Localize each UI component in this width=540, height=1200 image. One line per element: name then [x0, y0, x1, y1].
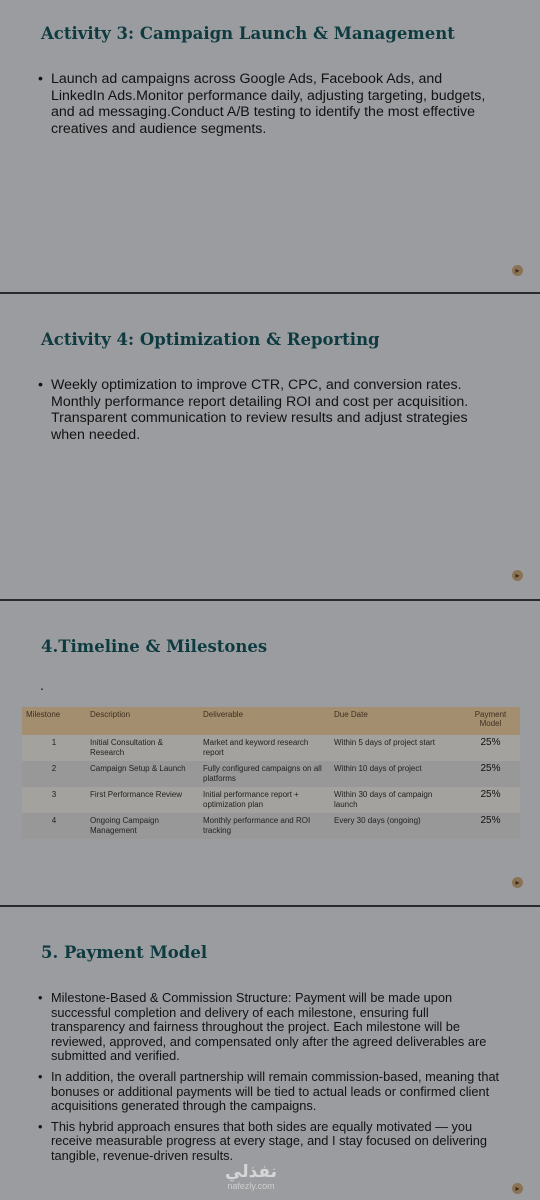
slide-title: 4.Timeline & Milestones [41, 637, 268, 656]
bullet-dot: • [38, 71, 43, 87]
bullet-text: Weekly optimization to improve CTR, CPC, and conversion rates. Monthly performance report detailing ROI and cost per acquisition. Transparent communication to review results and adjust strategies when needed. [51, 377, 469, 443]
cell-payment: 25% [461, 787, 520, 813]
bullet-item [38, 1120, 500, 1164]
slide-title: Activity 3: Campaign Launch & Management [41, 24, 455, 43]
play-circle-icon[interactable]: ▸ [512, 265, 523, 276]
play-circle-icon[interactable]: ▸ [512, 570, 523, 581]
cell-deliverable: Monthly performance and ROI tracking [199, 813, 330, 839]
bullet-dot: • [38, 1118, 43, 1134]
bullet-dot: • [38, 1068, 43, 1084]
cell-due-date: Within 30 days of campaign launch [330, 787, 461, 813]
cell-milestone: 2 [22, 761, 86, 787]
cell-payment: 25% [461, 761, 520, 787]
bullet-list [38, 991, 500, 1170]
table-row [22, 761, 520, 787]
slide-title: 5. Payment Model [41, 943, 208, 962]
watermark-logo [225, 1163, 277, 1191]
header-description: Description [86, 707, 199, 735]
header-deliverable: Deliverable [199, 707, 330, 735]
table-row [22, 735, 520, 761]
slide-title: Activity 4: Optimization & Reporting [41, 330, 380, 349]
play-circle-icon[interactable]: ▸ [512, 877, 523, 888]
cell-payment: 25% [461, 813, 520, 839]
cell-description: Ongoing Campaign Management [86, 813, 199, 839]
cell-milestone: 4 [22, 813, 86, 839]
bullet-text: Launch ad campaigns across Google Ads, Facebook Ads, and LinkedIn Ads.Monitor performance daily, adjusting targeting, budgets, and ad messaging.Conduct A/B testing to identify the most effective creatives and audience segments. [51, 71, 486, 137]
table-row [22, 787, 520, 813]
header-milestone: Milestone [22, 707, 86, 735]
cell-description: Campaign Setup & Launch [86, 761, 199, 787]
bullet-item [38, 1070, 500, 1114]
header-payment-model: Payment Model [461, 707, 520, 735]
watermark-arabic: نفذلي [225, 1162, 278, 1182]
bullet-item [38, 991, 500, 1064]
cell-deliverable: Market and keyword research report [199, 735, 330, 761]
stray-bullet: . [40, 677, 44, 693]
header-due-date: Due Date [330, 707, 461, 735]
bullet-dot: • [38, 377, 43, 393]
table-row [22, 813, 520, 839]
cell-deliverable: Fully configured campaigns on all platforms [199, 761, 330, 787]
slide-activity-3 [0, 0, 540, 292]
milestones-table [22, 707, 520, 839]
bullet-dot: • [38, 990, 43, 1005]
cell-deliverable: Initial performance report + optimization plan [199, 787, 330, 813]
slide-payment-model [0, 907, 540, 1200]
cell-milestone: 1 [22, 735, 86, 761]
cell-description: First Performance Review [86, 787, 199, 813]
slide-activity-4 [0, 294, 540, 599]
bullet-text: This hybrid approach ensures that both sides are equally motivated — you receive measurable progress at every stage, and I stay focused on delivering tangible, revenue-driven results. [51, 1118, 488, 1163]
bullet-text: In addition, the overall partnership will remain commission-based, meaning that bonuses or additional payments will be tied to actual leads or confirmed client acquisitions generated through the campaigns. [51, 1068, 500, 1114]
cell-description: Initial Consultation & Research [86, 735, 199, 761]
table-header-row [22, 707, 520, 735]
cell-due-date: Within 5 days of project start [330, 735, 461, 761]
cell-milestone: 3 [22, 787, 86, 813]
bullet-text: Milestone-Based & Commission Structure: Payment will be made upon successful completion and delivery of each milestone, ensuring full transparency and fairness throughout the project. Each milestone will be reviewed, approved, and compensated only after the agreed deliverables are submitted and verified. [51, 990, 487, 1064]
cell-payment: 25% [461, 735, 520, 761]
play-circle-icon[interactable]: ▸ [512, 1183, 523, 1194]
cell-due-date: Every 30 days (ongoing) [330, 813, 461, 839]
cell-due-date: Within 10 days of project [330, 761, 461, 787]
watermark-latin: nafezly.com [227, 1181, 275, 1191]
